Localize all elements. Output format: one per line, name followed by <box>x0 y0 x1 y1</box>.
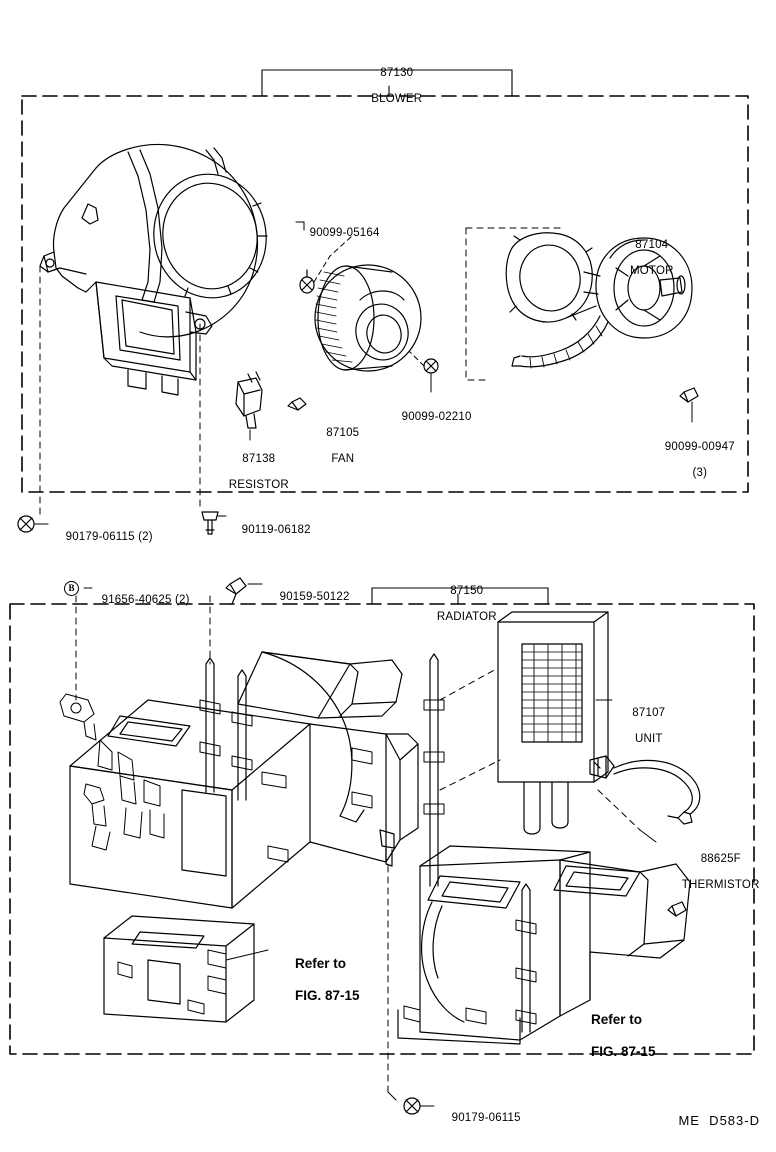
part-number-87105: 87105 <box>326 427 360 439</box>
part-label-fan <box>300 414 372 479</box>
part-label-90099-02210: 90099-02210 <box>401 411 472 423</box>
group-number-87130: 87130 <box>380 67 414 79</box>
part-label-90179-06115-bottom: 90179-06115 <box>451 1112 521 1124</box>
part-name-unit: UNIT <box>634 733 663 745</box>
group-label-radiator <box>408 572 512 637</box>
part-name-thermistor: THERMISTOR <box>681 879 760 891</box>
part-number-87138: 87138 <box>242 453 276 465</box>
part-label-90099-05164: 90099-05164 <box>309 227 380 239</box>
part-name-resistor: RESISTOR <box>228 479 289 491</box>
part-name-fan: FAN <box>331 453 355 465</box>
part-label-90099-00947: 90099-00947 (3) <box>664 441 735 479</box>
qty-note-3: (3) <box>692 467 708 479</box>
part-label-91656-40625: 91656-40625 (2) <box>101 594 190 606</box>
group-label-blower <box>340 54 440 119</box>
part-label-90179-06115-top: 90179-06115 (2) <box>65 531 153 543</box>
callout-badge-b: B <box>64 581 79 596</box>
part-number-87104: 87104 <box>635 239 669 251</box>
note-refer-right: Refer to FIG. 87-15 <box>591 1012 656 1059</box>
part-label-thermistor <box>652 840 776 905</box>
group-name-radiator: RADIATOR <box>436 611 497 623</box>
part-label-resistor <box>208 440 296 505</box>
group-name-blower: BLOWER <box>371 93 423 105</box>
group-number-87150: 87150 <box>450 585 484 597</box>
part-number-87107: 87107 <box>632 707 666 719</box>
part-number-88625F: 88625F <box>700 853 741 865</box>
part-label-90119-06182: 90119-06182 <box>241 524 311 536</box>
part-label-unit <box>606 694 678 759</box>
part-label-motor <box>600 226 690 291</box>
sheet-code: ME D583-D <box>678 1113 760 1128</box>
note-refer-left: Refer to FIG. 87-15 <box>295 956 360 1003</box>
part-label-90159-50122: 90159-50122 <box>279 591 350 603</box>
part-name-motor: MOTOR <box>630 265 674 277</box>
